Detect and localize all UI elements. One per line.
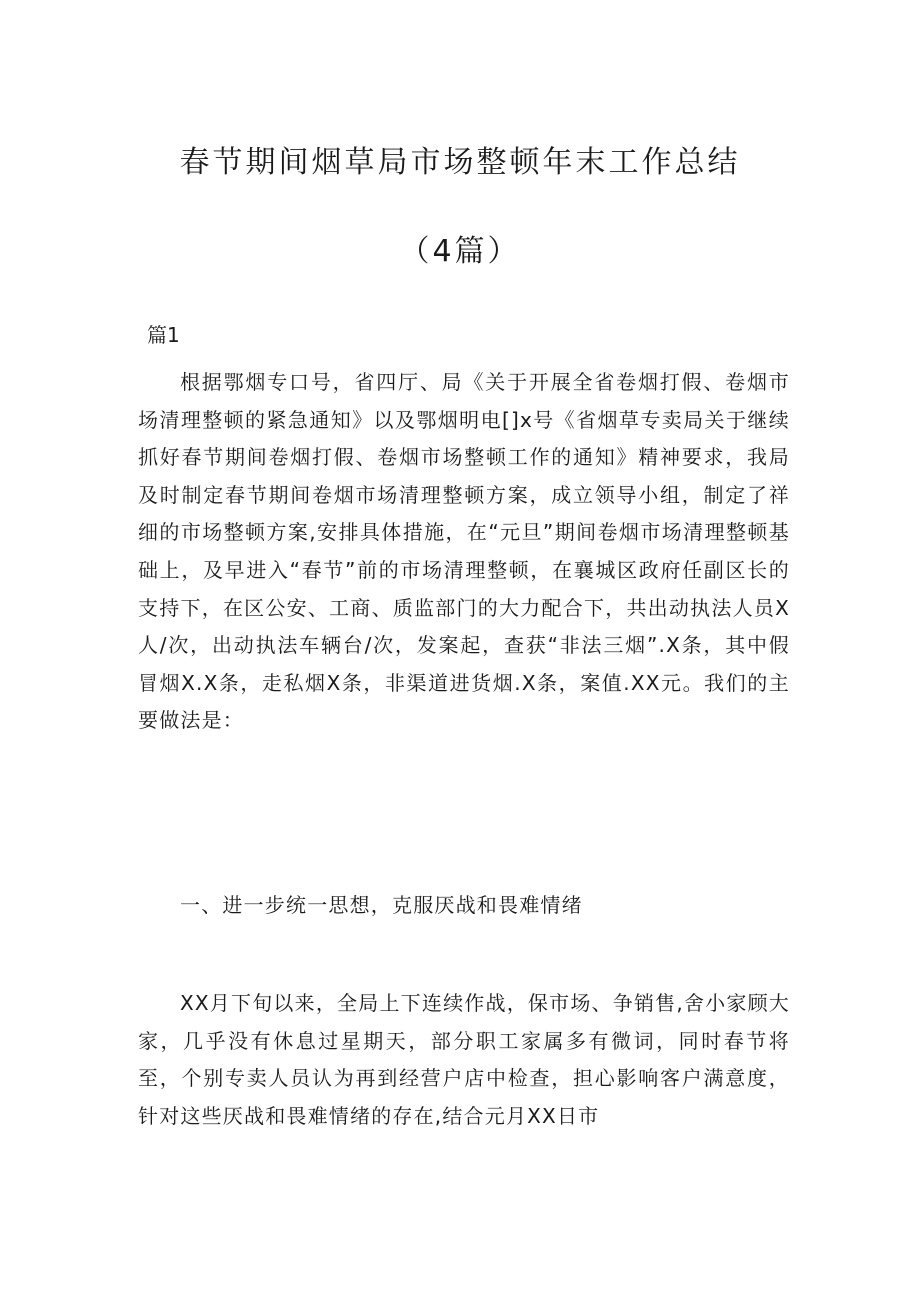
body-paragraph-2: XX月下旬以来，全局上下连续作战，保市场、争销售,舍小家顾大家，几乎没有休息过星期天，部分职工家属多有微词，同时春节将至，个别专卖人员认为再到经营户店中检查，担心影响客户满意度，针对这些厌战和畏难情绪的存在,结合元月XX日市 [138, 991, 790, 1128]
section-label: 篇1 [147, 323, 180, 347]
document-title-count: （4篇） [399, 234, 521, 269]
body-paragraph-1: 根据鄂烟专口号，省四厅、局《关于开展全省卷烟打假、卷烟市场清理整顿的紧急通知》以及鄂烟明电[]x号《省烟草专卖局关于继续抓好春节期间卷烟打假、卷烟市场整顿工作的通知》精神要求，我局及时制定春节期间卷烟市场清理整顿方案，成立领导小组，制定了祥细的市场整顿方案,安排具体措施，在“元旦”期间卷烟市场清理整顿基础上，及早进入“春节”前的市场清理整顿，在襄城区政府任副区长的支持下，在区公安、工商、质监部门的大力配合下，共出动执法人员X人/次，出动执法车辆台/次，发案起，查获“非法三烟”.X条，其中假冒烟X.X条，走私烟X条，非渠道进货烟.X条，案值.XX元。我们的主要做法是： [138, 370, 790, 733]
document-title: 春节期间烟草局市场整顿年末工作总结 [179, 145, 741, 180]
section-heading-1: 一、进一步统一思想，克服厌战和畏难情绪 [180, 893, 583, 917]
